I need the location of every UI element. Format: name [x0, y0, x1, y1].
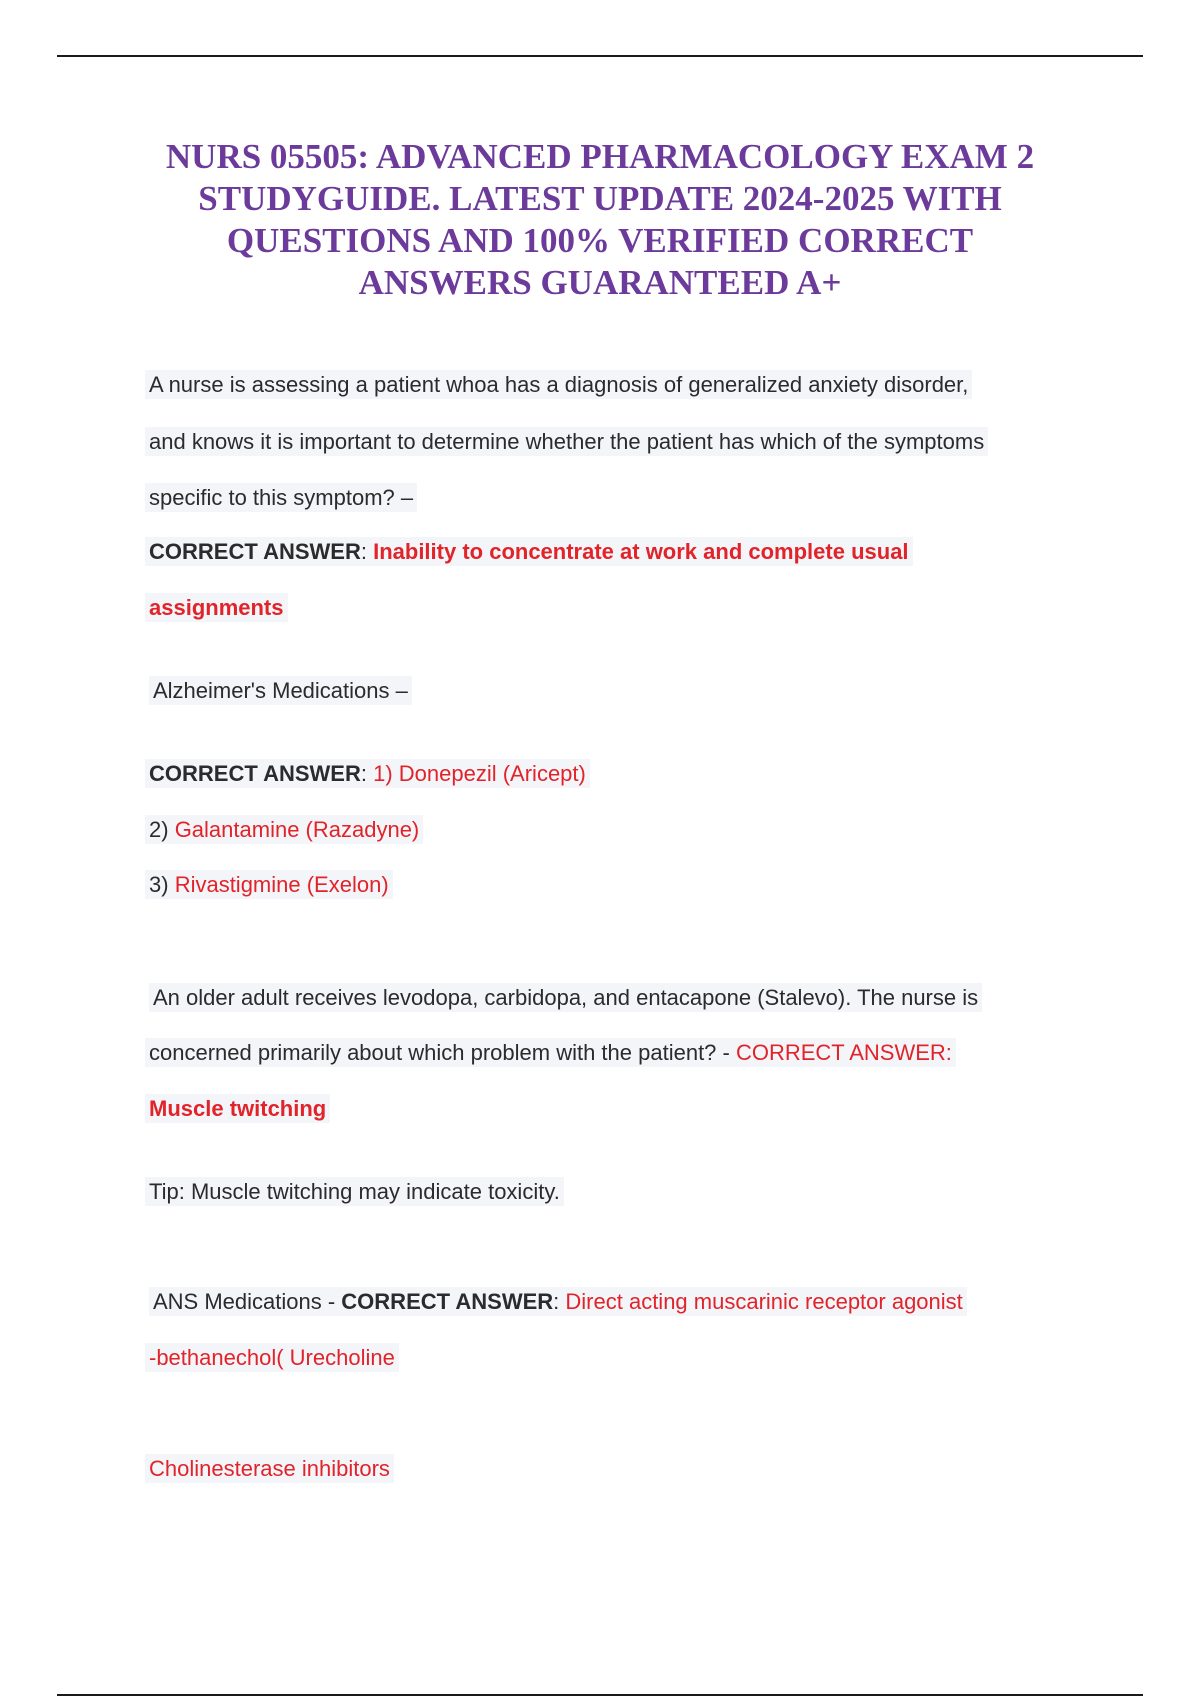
answer-separator: : — [553, 1289, 566, 1314]
q1-question-line: A nurse is assessing a patient whoa has a diagnosis of generalized anxiety disorder, — [145, 370, 972, 400]
q4-answer-line: -bethanechol( Urecholine — [145, 1343, 399, 1373]
q1-answer-line: assignments — [145, 593, 288, 623]
list-item-number: 1) — [373, 761, 393, 786]
list-item-number: 2) — [149, 817, 169, 842]
list-item-text: Rivastigmine (Exelon) — [174, 872, 389, 897]
title-line: NURS 05505: ADVANCED PHARMACOLOGY EXAM 2 — [165, 137, 1035, 176]
list-item-text: Donepezil (Aricept) — [398, 761, 586, 786]
answer-label: CORRECT ANSWER — [149, 539, 361, 564]
q3-tip: Tip: Muscle twitching may indicate toxicity. — [145, 1177, 564, 1207]
q2-question: Alzheimer's Medications – — [149, 676, 412, 706]
answer-label: CORRECT ANSWER — [149, 761, 361, 786]
answer-separator: : — [360, 539, 374, 564]
document-title — [100, 136, 1100, 304]
answer-label: CORRECT ANSWER — [341, 1289, 554, 1314]
q2-list-item — [145, 815, 423, 845]
title-line: ANSWERS GUARANTEED A+ — [358, 263, 842, 302]
list-item-number: 3) — [149, 872, 169, 897]
answer-label: CORRECT ANSWER: — [735, 1040, 952, 1065]
q1-answer: Inability to concentrate at work and complete usual — [373, 539, 909, 564]
bottom-rule — [57, 1694, 1143, 1696]
q3-answer: Muscle twitching — [145, 1094, 330, 1124]
top-rule — [57, 55, 1143, 57]
list-item-text: Galantamine (Razadyne) — [174, 817, 420, 842]
q1-answer-line — [145, 537, 913, 567]
q4-extra-line: Cholinesterase inhibitors — [145, 1454, 394, 1484]
title-line: STUDYGUIDE. LATEST UPDATE 2024-2025 WITH — [198, 179, 1002, 218]
title-line: QUESTIONS AND 100% VERIFIED CORRECT — [226, 221, 974, 260]
answer-separator: : — [360, 761, 374, 786]
q4-answer: Direct acting muscarinic receptor agonist — [565, 1289, 963, 1314]
q4-question-line: ANS Medications - CORRECT ANSWER: Direct acting muscarinic receptor agonist — [149, 1287, 967, 1317]
q3-question-line: An older adult receives levodopa, carbidopa, and entacapone (Stalevo). The nurse is — [149, 983, 982, 1013]
q2-answer-line — [145, 759, 590, 789]
q1-question-line: specific to this symptom? – — [145, 483, 417, 513]
q3-question-line: concerned primarily about which problem with the patient? - CORRECT ANSWER: — [145, 1038, 956, 1068]
q2-list-item — [145, 870, 393, 900]
q1-question-line: and knows it is important to determine whether the patient has which of the symptoms — [145, 427, 988, 457]
